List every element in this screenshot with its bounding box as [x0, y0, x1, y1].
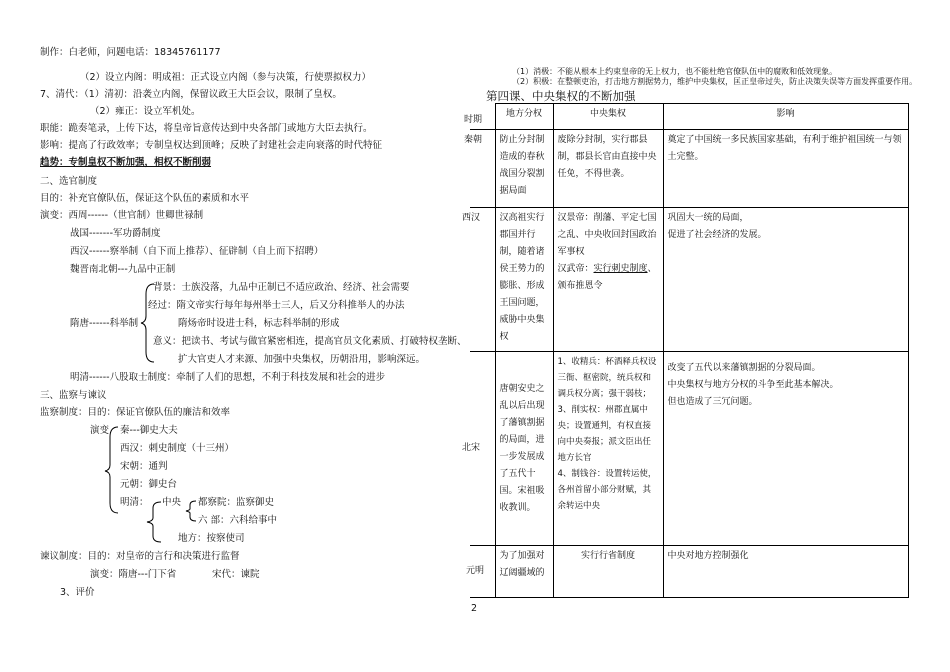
liubu: 六 部：六科给事中	[198, 515, 278, 526]
mingqing-bagu: 明清------八股取士制度：牵制了人们的思想，不利于科技发展和社会的进步	[70, 372, 386, 383]
supervision-brace	[104, 425, 120, 515]
evaluation-negative: （1）消极：不能从根本上约束皇帝的无上权力，也不能杜绝官僚队伍中的腐败和低效现象。	[512, 67, 838, 76]
table-row	[470, 352, 908, 546]
keju-process-2: 隋炀帝时设进士科，标志科举制的形成	[178, 318, 340, 329]
keju-brace	[140, 282, 156, 364]
ming-cabinet: （2）设立内阁：明成祖：正式设立内阁（参与决策，行使票拟权力）	[80, 72, 372, 83]
xihan-supervision: 西汉：刺史制度（十三州）	[120, 443, 235, 454]
evaluation-positive: （2）积极：在整顿吏治，打击地方割据势力，维护中央集权，匡正皇帝过失，防止决策失误等方面发挥重要作用。	[512, 77, 918, 86]
evolution-2: 战国-------军功爵制度	[70, 228, 161, 239]
header-influence: 影响	[663, 104, 908, 130]
evaluation-heading: 3、评价	[60, 587, 95, 598]
influence-cell: 改变了五代以来藩镇割据的分裂局面。 中央集权与地方分权的斗争至此基本解决。 但也造成了三冗问题。	[663, 352, 908, 546]
section-3-heading: 三、监察与谏议	[40, 390, 107, 401]
keju-significance-1: 意义：把读书、考试与做官紧密相连，提高官员文化素质、打破特权垄断、	[153, 336, 467, 347]
table-header-row	[470, 104, 908, 130]
central-cell: 实行行省制度	[553, 546, 663, 598]
song-supervision: 宋朝：通判	[120, 461, 168, 472]
header-local: 地方分权	[495, 104, 553, 130]
local-cell: 为了加强对辽阔疆域的	[495, 546, 553, 598]
central-label: 中央	[162, 497, 182, 508]
supervision-purpose: 监察制度：目的：保证官僚队伍的廉洁和效率	[40, 407, 231, 418]
selection-purpose: 目的：补充官僚队伍，保证这个队伍的素质和水平	[40, 193, 250, 204]
lesson-title: 第四课、中央集权的不断加强	[486, 89, 636, 103]
evolution-4: 魏晋南北朝---九品中正制	[70, 264, 176, 275]
yuan-supervision: 元朝：御史台	[120, 479, 178, 490]
page-number: 2	[471, 603, 478, 614]
duty-line: 职能：跪奏笔录，上传下达，将皇帝旨意传达到中央各部门或地方大臣去执行。	[40, 123, 373, 134]
evolution-3: 西汉------察举制（自下而上推荐）、征辟制（自上而下招聘）	[70, 246, 324, 257]
influence-cell: 巩固大一统的局面， 促进了社会经济的发展。	[663, 208, 908, 352]
table-row	[470, 546, 908, 598]
impact-line: 影响：提高了行政效率；专制皇权达到顶峰；反映了封建社会走向衰落的时代特征	[40, 140, 383, 151]
qing-line-2: （2）雍正：设立军机处。	[90, 106, 201, 117]
header-central: 中央集权	[553, 104, 663, 130]
remonstrance-evolution: 演变：隋唐---门下省	[90, 569, 177, 580]
local-anchashi: 地方：按察使司	[178, 533, 245, 544]
keju-process-1: 经过：隋文帝实行每年每州举士三人，后又分科推举人的办法	[148, 300, 405, 311]
qing-line: 7、清代：（1）清初：沿袭立内阁，保留议政王大臣会议，限制了皇权。	[40, 89, 342, 100]
influence-cell: 奠定了中国统一多民族国家基础，有利于维护祖国统一与领土完整。	[663, 130, 908, 208]
period-cell: 北宋	[470, 352, 495, 546]
header-period: 时期	[470, 104, 495, 130]
suitang-keju: 隋唐------科举制	[70, 318, 139, 329]
duchayuan: 都察院：监察御史	[198, 497, 275, 508]
local-cell: 汉高祖实行郡国并行制，随着诸侯王势力的膨胀、形成王国问题，威胁中央集权	[495, 208, 553, 352]
keju-significance-2: 扩大官吏人才来源、加强中央集权，历朝沿用，影响深远。	[178, 354, 426, 365]
period-cell: 元明	[470, 546, 495, 598]
period-cell: 秦朝	[470, 130, 495, 208]
central-cell: 汉景帝：削藩、平定七国之乱、中央收回封国政治军事权 汉武帝：实行刺史制度、颁布推恩令	[553, 208, 663, 352]
song-remonstrance: 宋代：谏院	[212, 569, 260, 580]
mingqing-brace	[145, 500, 163, 544]
supervision-evolution-label: 演变	[90, 425, 110, 436]
section-2-heading: 二、选官制度	[40, 176, 98, 187]
qin-supervision: 秦---御史大夫	[120, 425, 178, 436]
local-cell: 唐朝安史之乱以后出现了藩镇割据的局面，进一步发展成了五代十国。宋祖吸收教训。	[495, 352, 553, 546]
period-cell: 西汉	[470, 208, 495, 352]
central-brace	[184, 497, 198, 525]
centralization-table	[462, 103, 909, 598]
trend-line: 趋势：专制皇权不断加强，相权不断削弱	[40, 157, 212, 168]
central-cell: 1、收精兵：杯酒释兵权设三衙、枢密院，统兵权和调兵权分离；强干弱枝； 3、削实权：州郡直属中央；设置通判，有权直接向中央奏报；派文臣出任地方长官 4、制钱谷：设置转运使，各州首留小部分财赋，其余转运中央	[553, 352, 663, 546]
influence-cell: 中央对地方控制强化	[663, 546, 908, 598]
mingqing-supervision-label: 明清：	[120, 497, 149, 508]
keju-background: 背景：士族没落，九品中正制已不适应政治、经济、社会需要	[153, 282, 410, 293]
table-row	[470, 130, 908, 208]
local-cell: 防止分封制造成的春秋战国分裂割据局面	[495, 130, 553, 208]
table-row	[470, 208, 908, 352]
evolution-1: 演变：西周------（世官制）世卿世禄制	[40, 210, 204, 221]
central-cell: 废除分封制，实行郡县制，郡县长官由直接中央任免，不得世袭。	[553, 130, 663, 208]
remonstrance-purpose: 谏议制度：目的：对皇帝的言行和决策进行监督	[40, 551, 240, 562]
maker-line: 制作：白老师，问题电话：18345761177	[40, 47, 221, 58]
